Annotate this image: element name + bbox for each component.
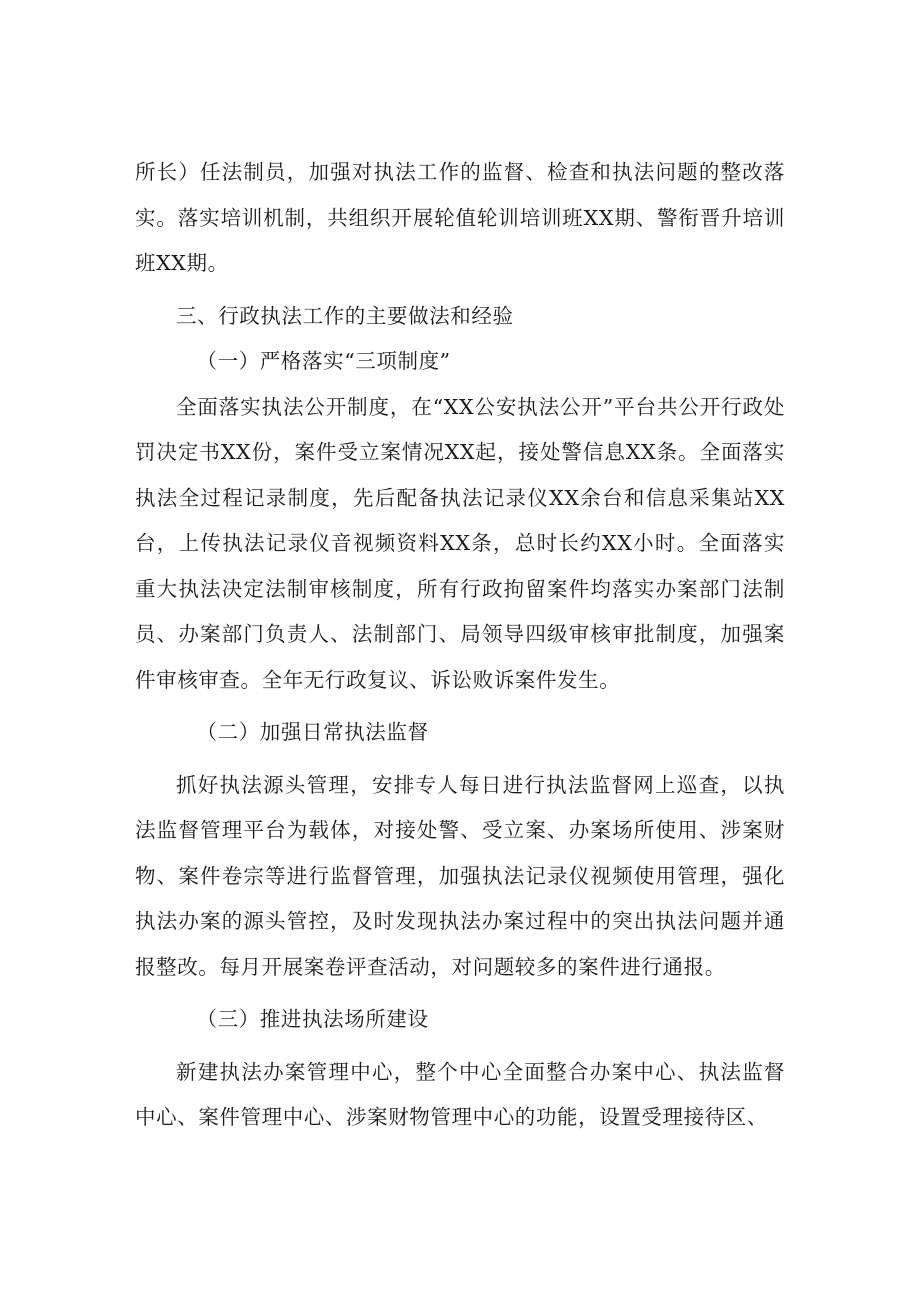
subsection-1-heading: （一）严格落实“三项制度” — [196, 349, 451, 373]
continued-paragraph: 所长）任法制员，加强对执法工作的监督、检查和执法问题的整改落实。落实培训机制，共组织开展轮值轮训培训班XX期、警衔晋升培训班XX期。 — [135, 160, 785, 275]
subsection-3-heading: （三）推进执法场所建设 — [196, 1007, 429, 1031]
document-body — [135, 150, 785, 1141]
subsection-3-body: 新建执法办案管理中心，整个中心全面整合办案中心、执法监督中心、案件管理中心、涉案财物管理中心的功能，设置受理接待区、 — [135, 1059, 785, 1129]
subsection-2-body: 抓好执法源头管理，安排专人每日进行执法监督网上巡查，以执法监督管理平台为载体，对接处警、受立案、办案场所使用、涉案财物、案件卷宗等进行监督管理，加强执法记录仪视频使用管理，强化执法办案的源头管控，及时发现执法办案过程中的突出执法问题并通报整改。每月开展案卷评查活动，对问题较多的案件进行通报。 — [135, 772, 785, 979]
subsection-1-body: 全面落实执法公开制度，在“XX公安执法公开”平台共公开行政处罚决定书XX份，案件受立案情况XX起，接处警信息XX条。全面落实执法全过程记录制度，先后配备执法记录仪XX余台和信息采集站XX台，上传执法记录仪音视频资料XX条，总时长约XX小时。全面落实重大执法决定法制审核制度，所有行政拘留案件均落实办案部门法制员、办案部门负责人、法制部门、局领导四级审核审批制度，加强案件审核审查。全年无行政复议、诉讼败诉案件发生。 — [135, 394, 785, 692]
subsection-2-heading: （二）加强日常执法监督 — [196, 720, 429, 744]
section-3-heading: 三、行政执法工作的主要做法和经验 — [176, 303, 514, 328]
